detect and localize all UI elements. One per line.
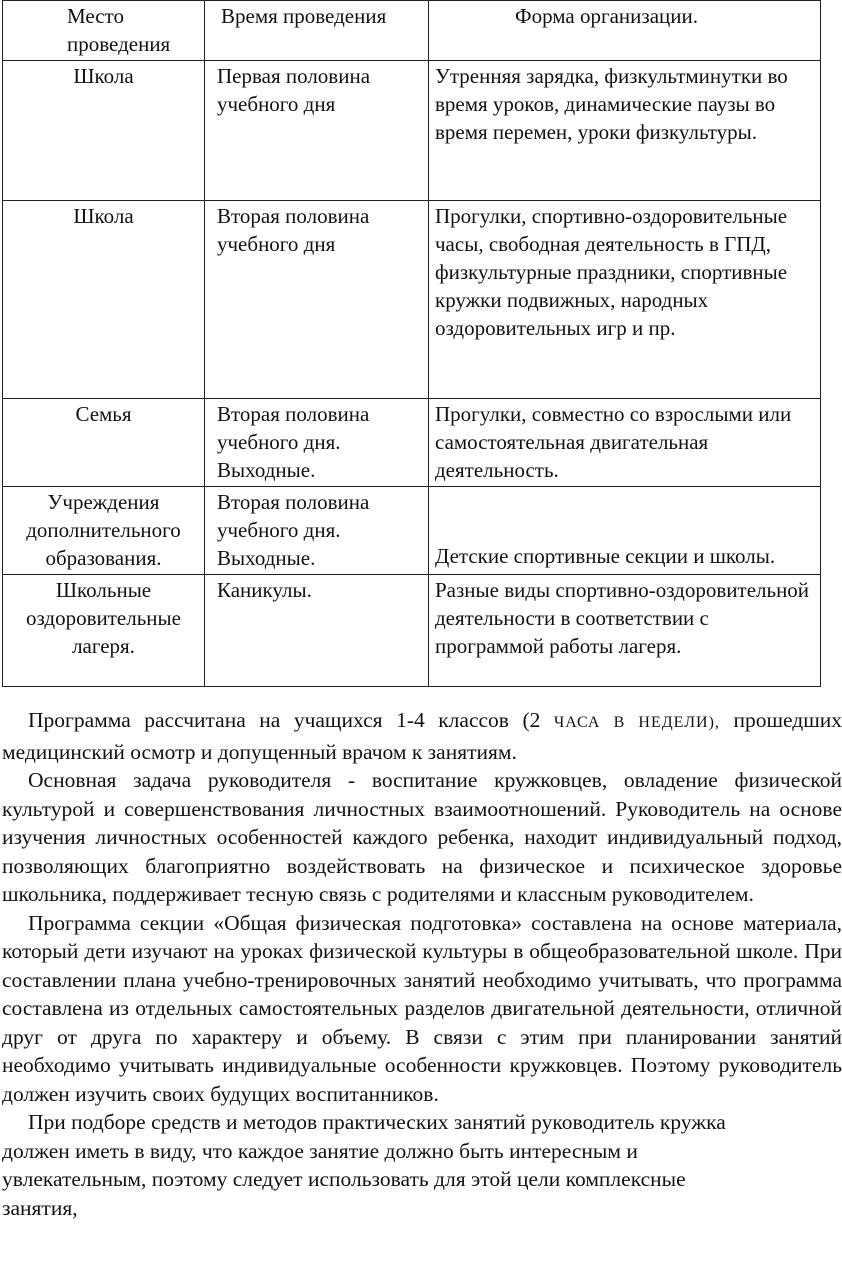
row-place: Школьные оздоровительные лагеря. bbox=[3, 575, 205, 687]
paragraph-program-end: прошедших медицинский осмотр и допущенный врачом к занятиям. bbox=[2, 708, 842, 764]
body-text bbox=[2, 706, 842, 1222]
paragraph-section-program: Программа секции «Общая физическая подготовка» составлена на основе материала, который дети изучают на уроках физической культуры в общеобразовательной школе. При составлении плана учебно-тренировочных занятий необходимо учитывать, что программа составлена из отдельных самостоятельных разделов двигательной деятельности, отличной друг от друга по характеру и объему. В связи с этим при планировании занятий необходимо учитывать индивидуальные особенности кружковцев. Поэтому руководитель должен изучить своих будущих воспитанников. bbox=[2, 910, 842, 1106]
row-form: Утренняя зарядка, физкультминутки во время уроков, динамические паузы во время перемен, уроки физкультуры. bbox=[429, 61, 821, 201]
paragraph-methods: При подборе средств и методов практических занятий руководитель кружка должен иметь в виду, что каждое занятие должно быть интересным и увлекательным, поэтому следует использовать для этой цели комплексные занятия, bbox=[2, 1110, 726, 1220]
row-time: Каникулы. bbox=[205, 575, 429, 687]
header-form: Форма организации. bbox=[429, 1, 821, 61]
table-row bbox=[3, 61, 821, 201]
row-time: Вторая половина учебного дня. Выходные. bbox=[205, 399, 429, 487]
row-form: Разные виды спортивно-оздоровительной деятельности в соответствии с программой работы лагеря. bbox=[429, 575, 821, 687]
row-place: Учреждения дополнительного образования. bbox=[3, 487, 205, 575]
table-row bbox=[3, 487, 821, 575]
table-row bbox=[3, 575, 821, 687]
table-row bbox=[3, 399, 821, 487]
row-time: Вторая половина учебного дня. Выходные. bbox=[205, 487, 429, 575]
paragraph-program-start: Программа рассчитана на учащихся 1-4 классов (2 bbox=[28, 708, 541, 732]
header-time: Время проведения bbox=[205, 1, 429, 61]
paragraph-program bbox=[2, 706, 842, 766]
table-header-row bbox=[3, 1, 821, 61]
paragraph-main-task: Основная задача руководителя - воспитание кружковцев, овладение физической культурой и совершенствования личностных взаимоотношений. Руководитель на основе изучения личностных особенностей каждого ребенка, находит индивидуальный подход, позволяющих благоприятно воздействовать на физическое и психическое здоровье школьника, поддерживает тесную связь с родителями и классным руководителем. bbox=[2, 768, 842, 906]
paragraph-program-caps: ЧАСА В НЕДЕЛИ), bbox=[553, 714, 720, 731]
header-place: Место проведения bbox=[3, 1, 205, 61]
row-place: Семья bbox=[3, 399, 205, 487]
row-time: Вторая половина учебного дня bbox=[205, 201, 429, 399]
row-place: Школа bbox=[3, 201, 205, 399]
row-form: Прогулки, совместно со взрослыми или самостоятельная двигательная деятельность. bbox=[429, 399, 821, 487]
row-time: Первая половина учебного дня bbox=[205, 61, 429, 201]
row-form: Прогулки, спортивно-оздоровительные часы, свободная деятельность в ГПД, физкультурные праздники, спортивные кружки подвижных, народных оздоровительных игр и пр. bbox=[429, 201, 821, 399]
table-row bbox=[3, 201, 821, 399]
row-form: Детские спортивные секции и школы. bbox=[429, 487, 821, 575]
schedule-table bbox=[2, 0, 821, 687]
row-place: Школа bbox=[3, 61, 205, 201]
